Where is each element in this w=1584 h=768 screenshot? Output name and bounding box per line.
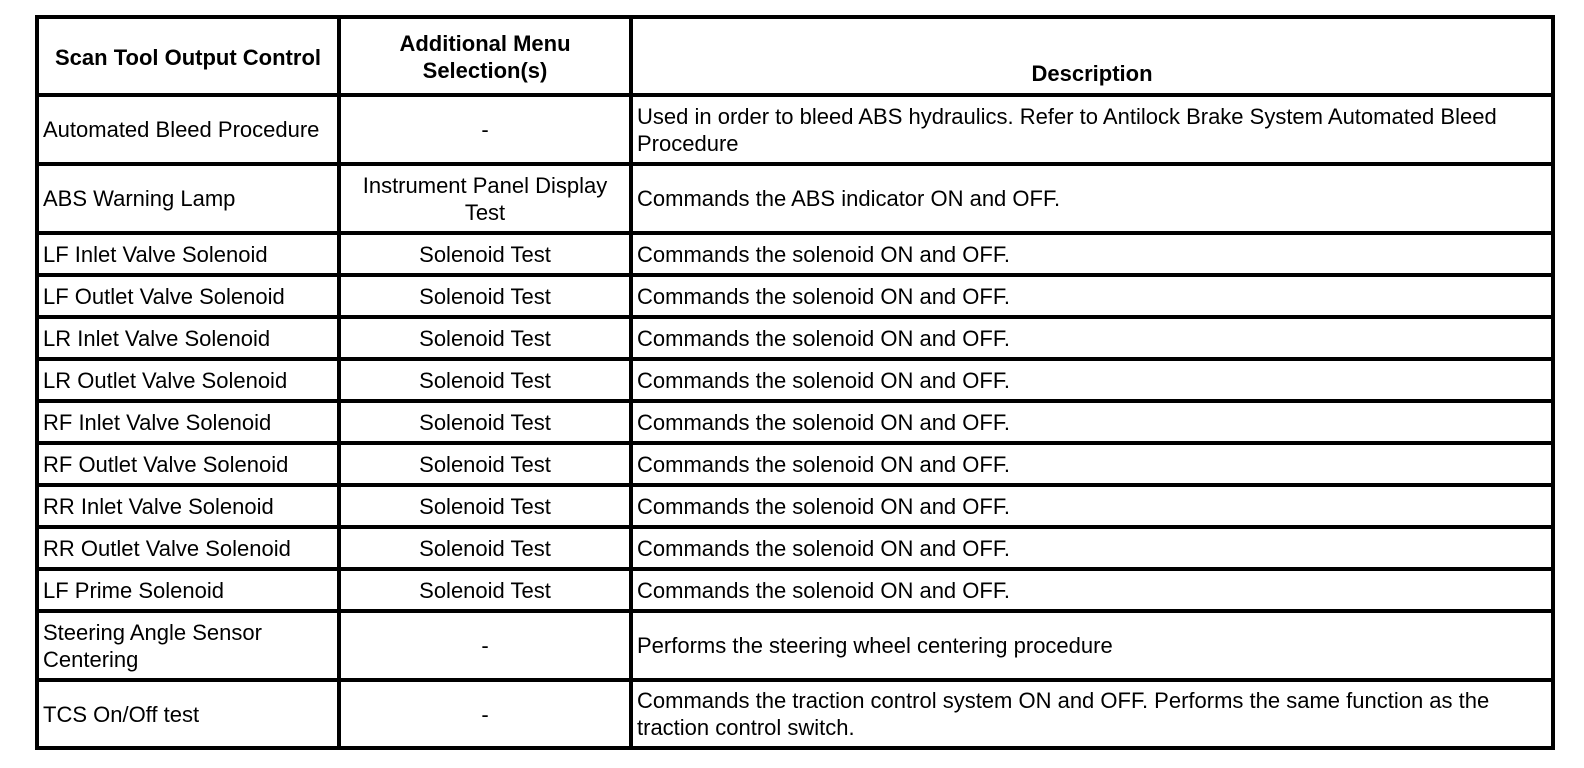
table-row [37, 443, 1553, 485]
scan-tool-output-table [35, 15, 1555, 750]
control-cell: RF Inlet Valve Solenoid [37, 401, 339, 443]
table-row [37, 680, 1553, 748]
description-cell: Used in order to bleed ABS hydraulics. Refer to Antilock Brake System Automated Bleed Procedure [631, 95, 1553, 164]
table-row [37, 569, 1553, 611]
table-row [37, 527, 1553, 569]
menu-cell: Solenoid Test [339, 443, 631, 485]
description-cell: Commands the solenoid ON and OFF. [631, 569, 1553, 611]
description-cell: Commands the traction control system ON and OFF. Performs the same function as the traction control switch. [631, 680, 1553, 748]
table-row [37, 611, 1553, 680]
control-cell: RF Outlet Valve Solenoid [37, 443, 339, 485]
control-cell: LR Outlet Valve Solenoid [37, 359, 339, 401]
menu-cell: Solenoid Test [339, 485, 631, 527]
menu-cell: - [339, 680, 631, 748]
description-cell: Commands the solenoid ON and OFF. [631, 527, 1553, 569]
menu-cell: Solenoid Test [339, 527, 631, 569]
table-header-row [37, 17, 1553, 95]
table-row [37, 317, 1553, 359]
table-row [37, 359, 1553, 401]
header-additional-menu-selections: Additional Menu Selection(s) [339, 17, 631, 95]
menu-cell: Instrument Panel Display Test [339, 164, 631, 233]
description-cell: Commands the solenoid ON and OFF. [631, 359, 1553, 401]
description-cell: Commands the solenoid ON and OFF. [631, 317, 1553, 359]
control-cell: LF Prime Solenoid [37, 569, 339, 611]
menu-cell: Solenoid Test [339, 233, 631, 275]
control-cell: LF Inlet Valve Solenoid [37, 233, 339, 275]
table-row [37, 485, 1553, 527]
table-row [37, 401, 1553, 443]
description-cell: Commands the solenoid ON and OFF. [631, 401, 1553, 443]
description-cell: Commands the solenoid ON and OFF. [631, 233, 1553, 275]
description-cell: Commands the ABS indicator ON and OFF. [631, 164, 1553, 233]
table-row [37, 95, 1553, 164]
control-cell: ABS Warning Lamp [37, 164, 339, 233]
description-cell: Commands the solenoid ON and OFF. [631, 275, 1553, 317]
description-cell: Commands the solenoid ON and OFF. [631, 443, 1553, 485]
control-cell: TCS On/Off test [37, 680, 339, 748]
control-cell: LR Inlet Valve Solenoid [37, 317, 339, 359]
table-row [37, 275, 1553, 317]
menu-cell: Solenoid Test [339, 359, 631, 401]
table-row [37, 164, 1553, 233]
header-description: Description [631, 17, 1553, 95]
control-cell: RR Outlet Valve Solenoid [37, 527, 339, 569]
menu-cell: - [339, 611, 631, 680]
control-cell: Automated Bleed Procedure [37, 95, 339, 164]
table-row [37, 233, 1553, 275]
control-cell: LF Outlet Valve Solenoid [37, 275, 339, 317]
header-scan-tool-output-control: Scan Tool Output Control [37, 17, 339, 95]
menu-cell: Solenoid Test [339, 401, 631, 443]
menu-cell: - [339, 95, 631, 164]
menu-cell: Solenoid Test [339, 275, 631, 317]
description-cell: Performs the steering wheel centering procedure [631, 611, 1553, 680]
control-cell: RR Inlet Valve Solenoid [37, 485, 339, 527]
menu-cell: Solenoid Test [339, 317, 631, 359]
control-cell: Steering Angle Sensor Centering [37, 611, 339, 680]
menu-cell: Solenoid Test [339, 569, 631, 611]
description-cell: Commands the solenoid ON and OFF. [631, 485, 1553, 527]
